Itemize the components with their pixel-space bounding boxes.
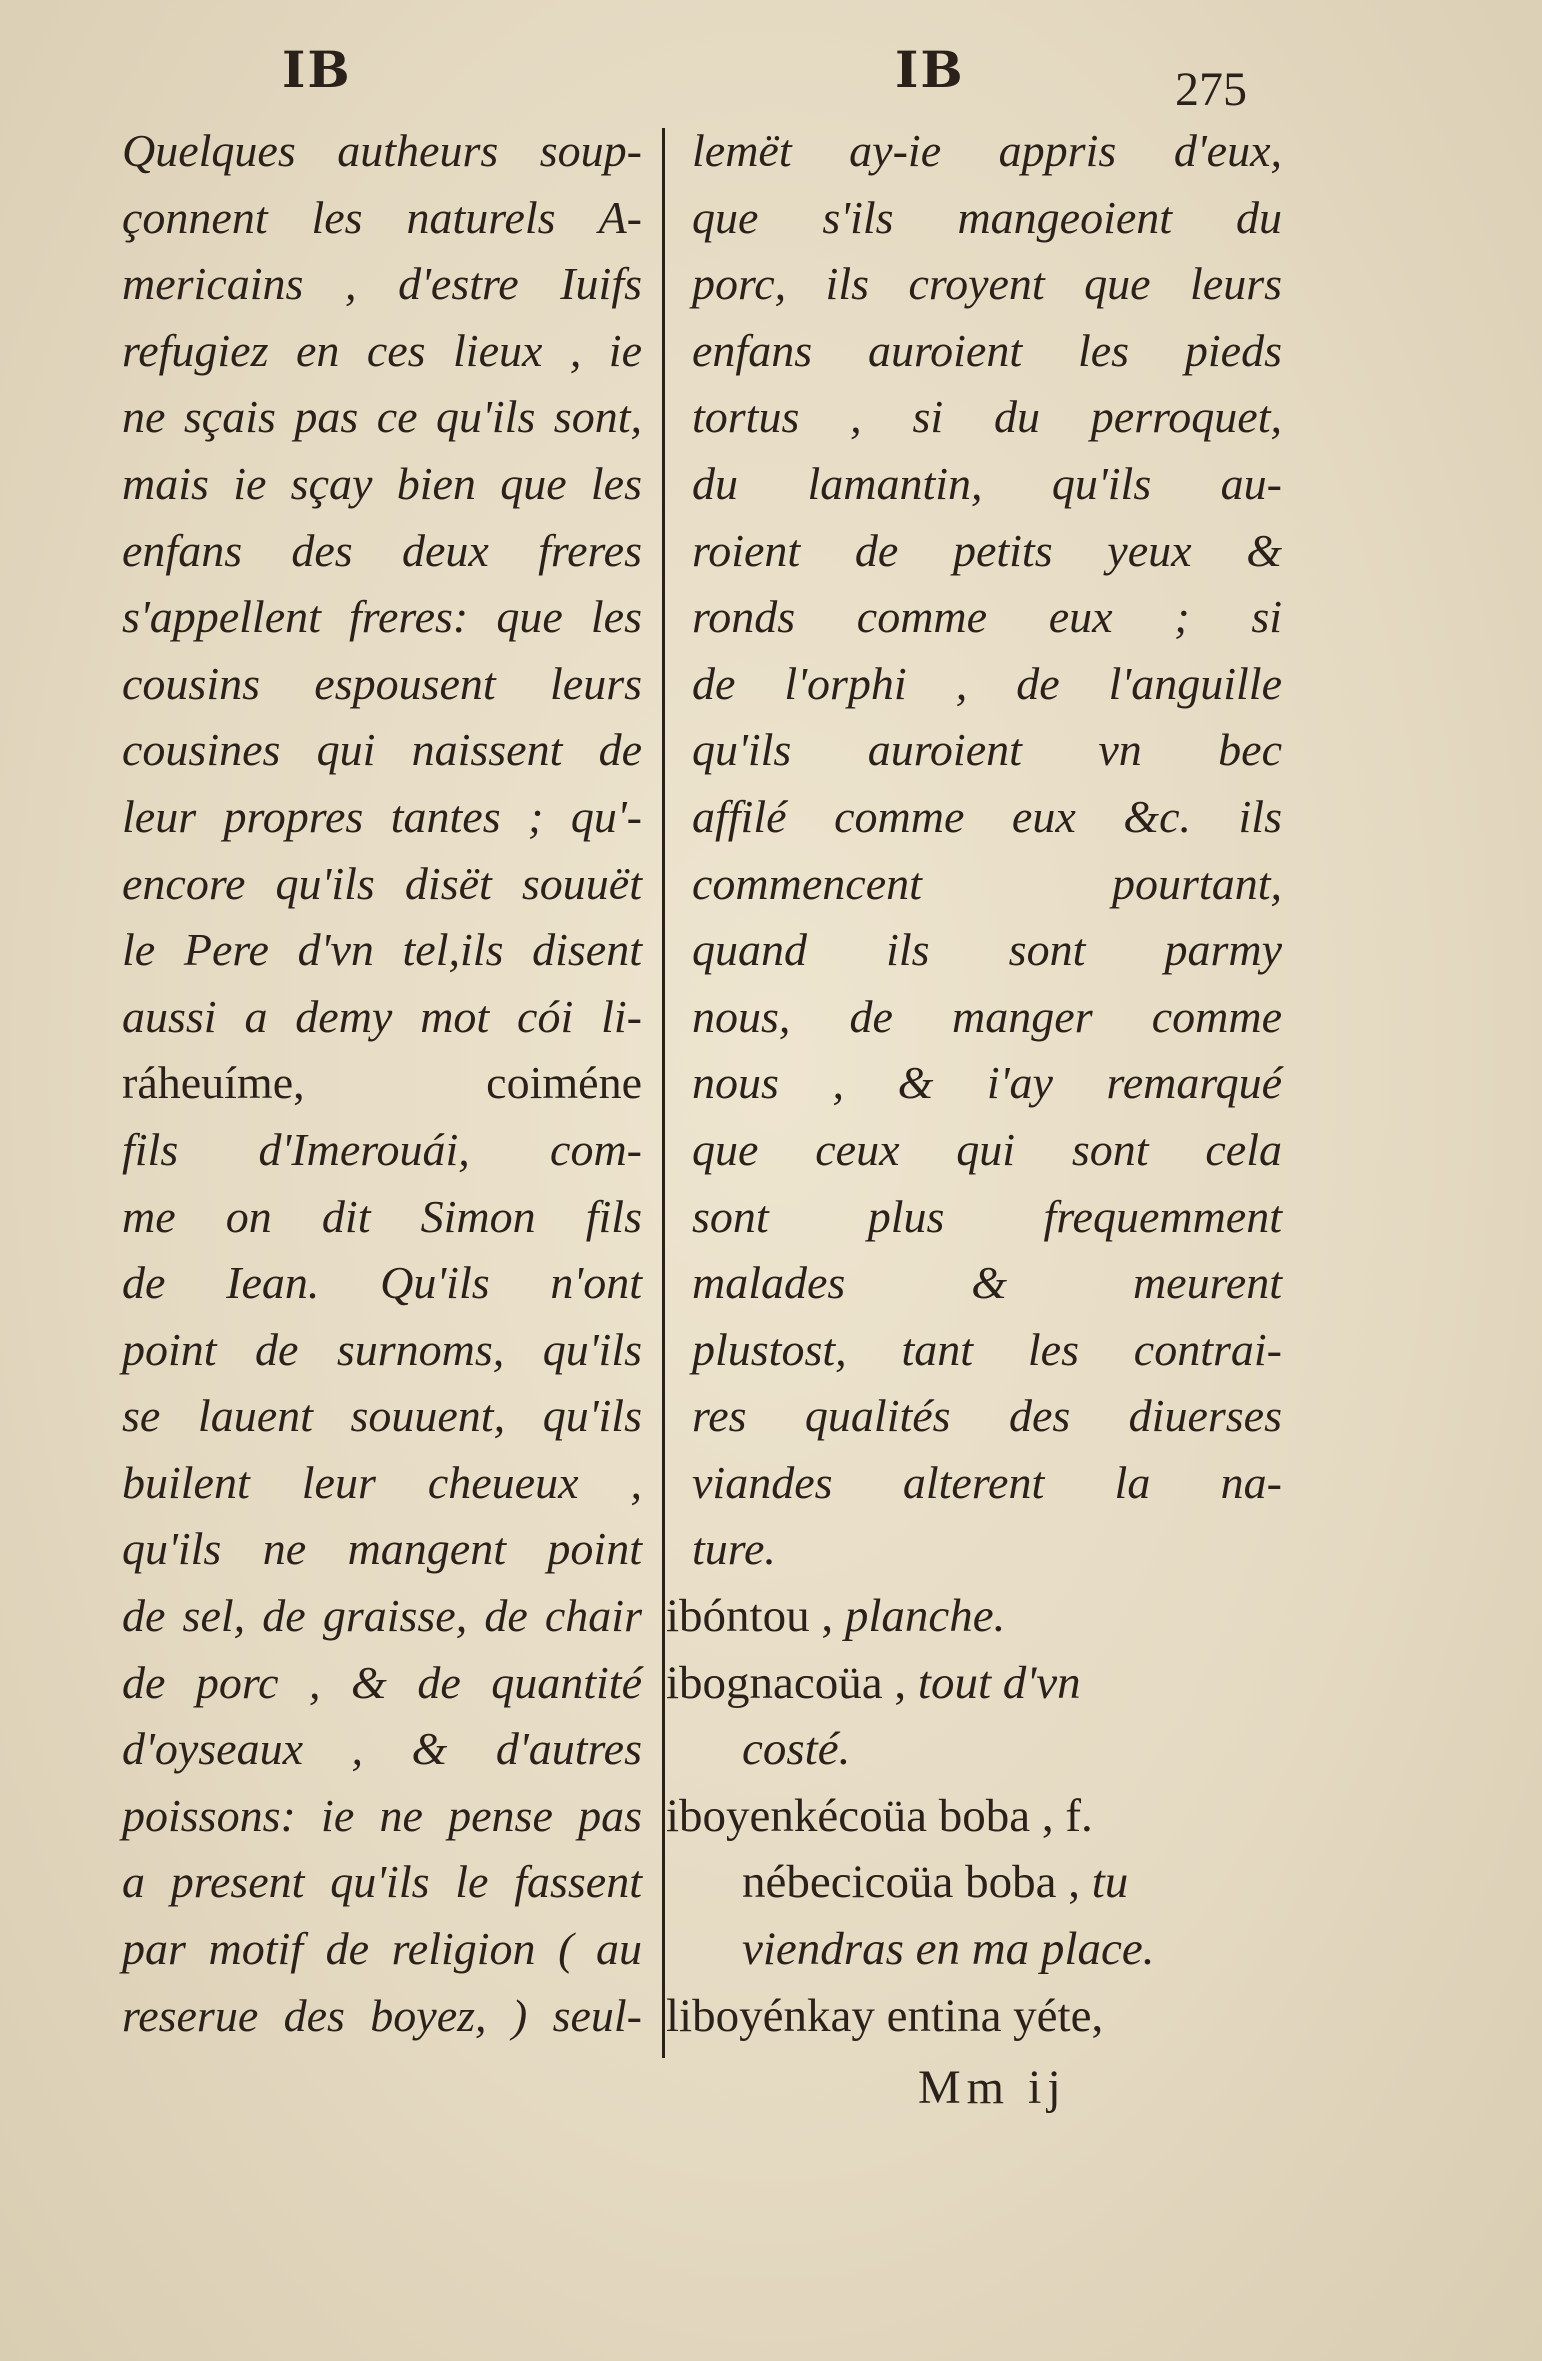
text-line: se lauent souuent, qu'ils — [122, 1390, 642, 1442]
text-line: encore qu'ils disët souuët — [122, 857, 642, 909]
text-line: de l'orphi , de l'anguille — [692, 657, 1282, 709]
running-head-left: IB — [282, 40, 352, 99]
entry-gloss: viendras en ma place. — [742, 1923, 1155, 1976]
text-line: builent leur cheueux , — [122, 1456, 642, 1508]
text-line: commencent pourtant, — [692, 857, 1282, 909]
text-line: de porc , & de quantité — [122, 1656, 642, 1708]
running-head-right: IB — [895, 40, 965, 99]
entry-term: iboyenkécoüa boba , f. — [666, 1789, 1093, 1842]
text-line: le Pere d'vn tel,ils disent — [122, 924, 642, 976]
entry-gloss: tout d'vn — [917, 1656, 1081, 1709]
text-line: roient de petits yeux & — [692, 524, 1282, 576]
signature-mark: Mm ij — [918, 2061, 1067, 2114]
text-line: nous, de manger comme — [692, 990, 1282, 1042]
text-line: tortus , si du perroquet, — [692, 391, 1282, 443]
column-rule — [662, 128, 665, 2058]
dictionary-entry — [666, 1783, 1282, 1850]
text-line: a present qu'ils le fassent — [122, 1856, 642, 1908]
text-line: quand ils sont parmy — [692, 924, 1282, 976]
text-line: fils d'Imerouái, com- — [122, 1123, 642, 1175]
text-line: porc, ils croyent que leurs — [692, 258, 1282, 310]
dictionary-entry-continuation — [692, 1916, 1282, 1983]
text-line: ráheuíme, coiméne — [122, 1057, 642, 1109]
text-line: cousines qui naissent de — [122, 724, 642, 776]
text-line: ne sçais pas ce qu'ils sont, — [122, 391, 642, 443]
text-line: cousins espousent leurs — [122, 657, 642, 709]
text-line: de sel, de graisse, de chair — [122, 1590, 642, 1642]
page-number: 275 — [1175, 63, 1247, 116]
text-line: du lamantin, qu'ils au- — [692, 457, 1282, 509]
left-column — [122, 118, 642, 2049]
text-line: mericains , d'estre Iuifs — [122, 258, 642, 310]
text-line: de Iean. Qu'ils n'ont — [122, 1257, 642, 1309]
text-line: plustost, tant les contrai- — [692, 1323, 1282, 1375]
text-line: Quelques autheurs soup- — [122, 125, 642, 176]
text-line: refugiez en ces lieux , ie — [122, 324, 642, 376]
right-column — [666, 118, 1282, 2049]
text-line: res qualités des diuerses — [692, 1390, 1282, 1442]
text-line: reserue des boyez, ) seul- — [122, 1989, 642, 2041]
text-line: leur propres tantes ; qu'- — [122, 790, 642, 842]
text-line: qu'ils auroient vn bec — [692, 724, 1282, 776]
text-line: point de surnoms, qu'ils — [122, 1323, 642, 1375]
text-line: malades & meurent — [692, 1257, 1282, 1309]
dictionary-entry — [666, 1650, 1282, 1717]
text-line: enfans des deux freres — [122, 524, 642, 576]
text-line: viandes alterent la na- — [692, 1456, 1282, 1508]
text-line: me on dit Simon fils — [122, 1190, 642, 1242]
text-line: ronds comme eux ; si — [692, 591, 1282, 643]
text-line: lemët ay-ie appris d'eux, — [692, 125, 1282, 176]
text-line: nous , & i'ay remarqué — [692, 1057, 1282, 1109]
entry-term: ibognacoüa , — [666, 1656, 918, 1709]
text-line: que ceux qui sont cela — [692, 1123, 1282, 1175]
text-line: çonnent les naturels A- — [122, 191, 642, 243]
text-line: ture. — [692, 1523, 776, 1575]
dictionary-entry — [666, 1583, 1282, 1650]
text-line: affilé comme eux &c. ils — [692, 790, 1282, 842]
text-line: aussi a demy mot cói li- — [122, 990, 642, 1042]
text-line: d'oyseaux , & d'autres — [122, 1723, 642, 1775]
dictionary-entry — [666, 1983, 1282, 2050]
entry-gloss: tu — [1091, 1856, 1129, 1909]
entry-term: nébecicoüa boba , — [742, 1856, 1092, 1909]
text-line: mais ie sçay bien que les — [122, 457, 642, 509]
text-line: sont plus frequemment — [692, 1190, 1282, 1242]
entry-gloss: planche. — [844, 1590, 1006, 1643]
entry-term: ibóntou , — [666, 1590, 845, 1643]
entry-gloss: costé. — [742, 1723, 851, 1776]
text-line: s'appellent freres: que les — [122, 591, 642, 643]
text-line: que s'ils mangeoient du — [692, 191, 1282, 243]
text-line: qu'ils ne mangent point — [122, 1523, 642, 1575]
text-line: par motif de religion ( au — [122, 1923, 642, 1975]
entry-term: liboyénkay entina yéte, — [666, 1989, 1104, 2042]
dictionary-entry-continuation — [692, 1716, 1282, 1783]
dictionary-entry-continuation — [692, 1849, 1282, 1916]
text-line: enfans auroient les pieds — [692, 324, 1282, 376]
text-line: poissons: ie ne pense pas — [122, 1789, 642, 1841]
